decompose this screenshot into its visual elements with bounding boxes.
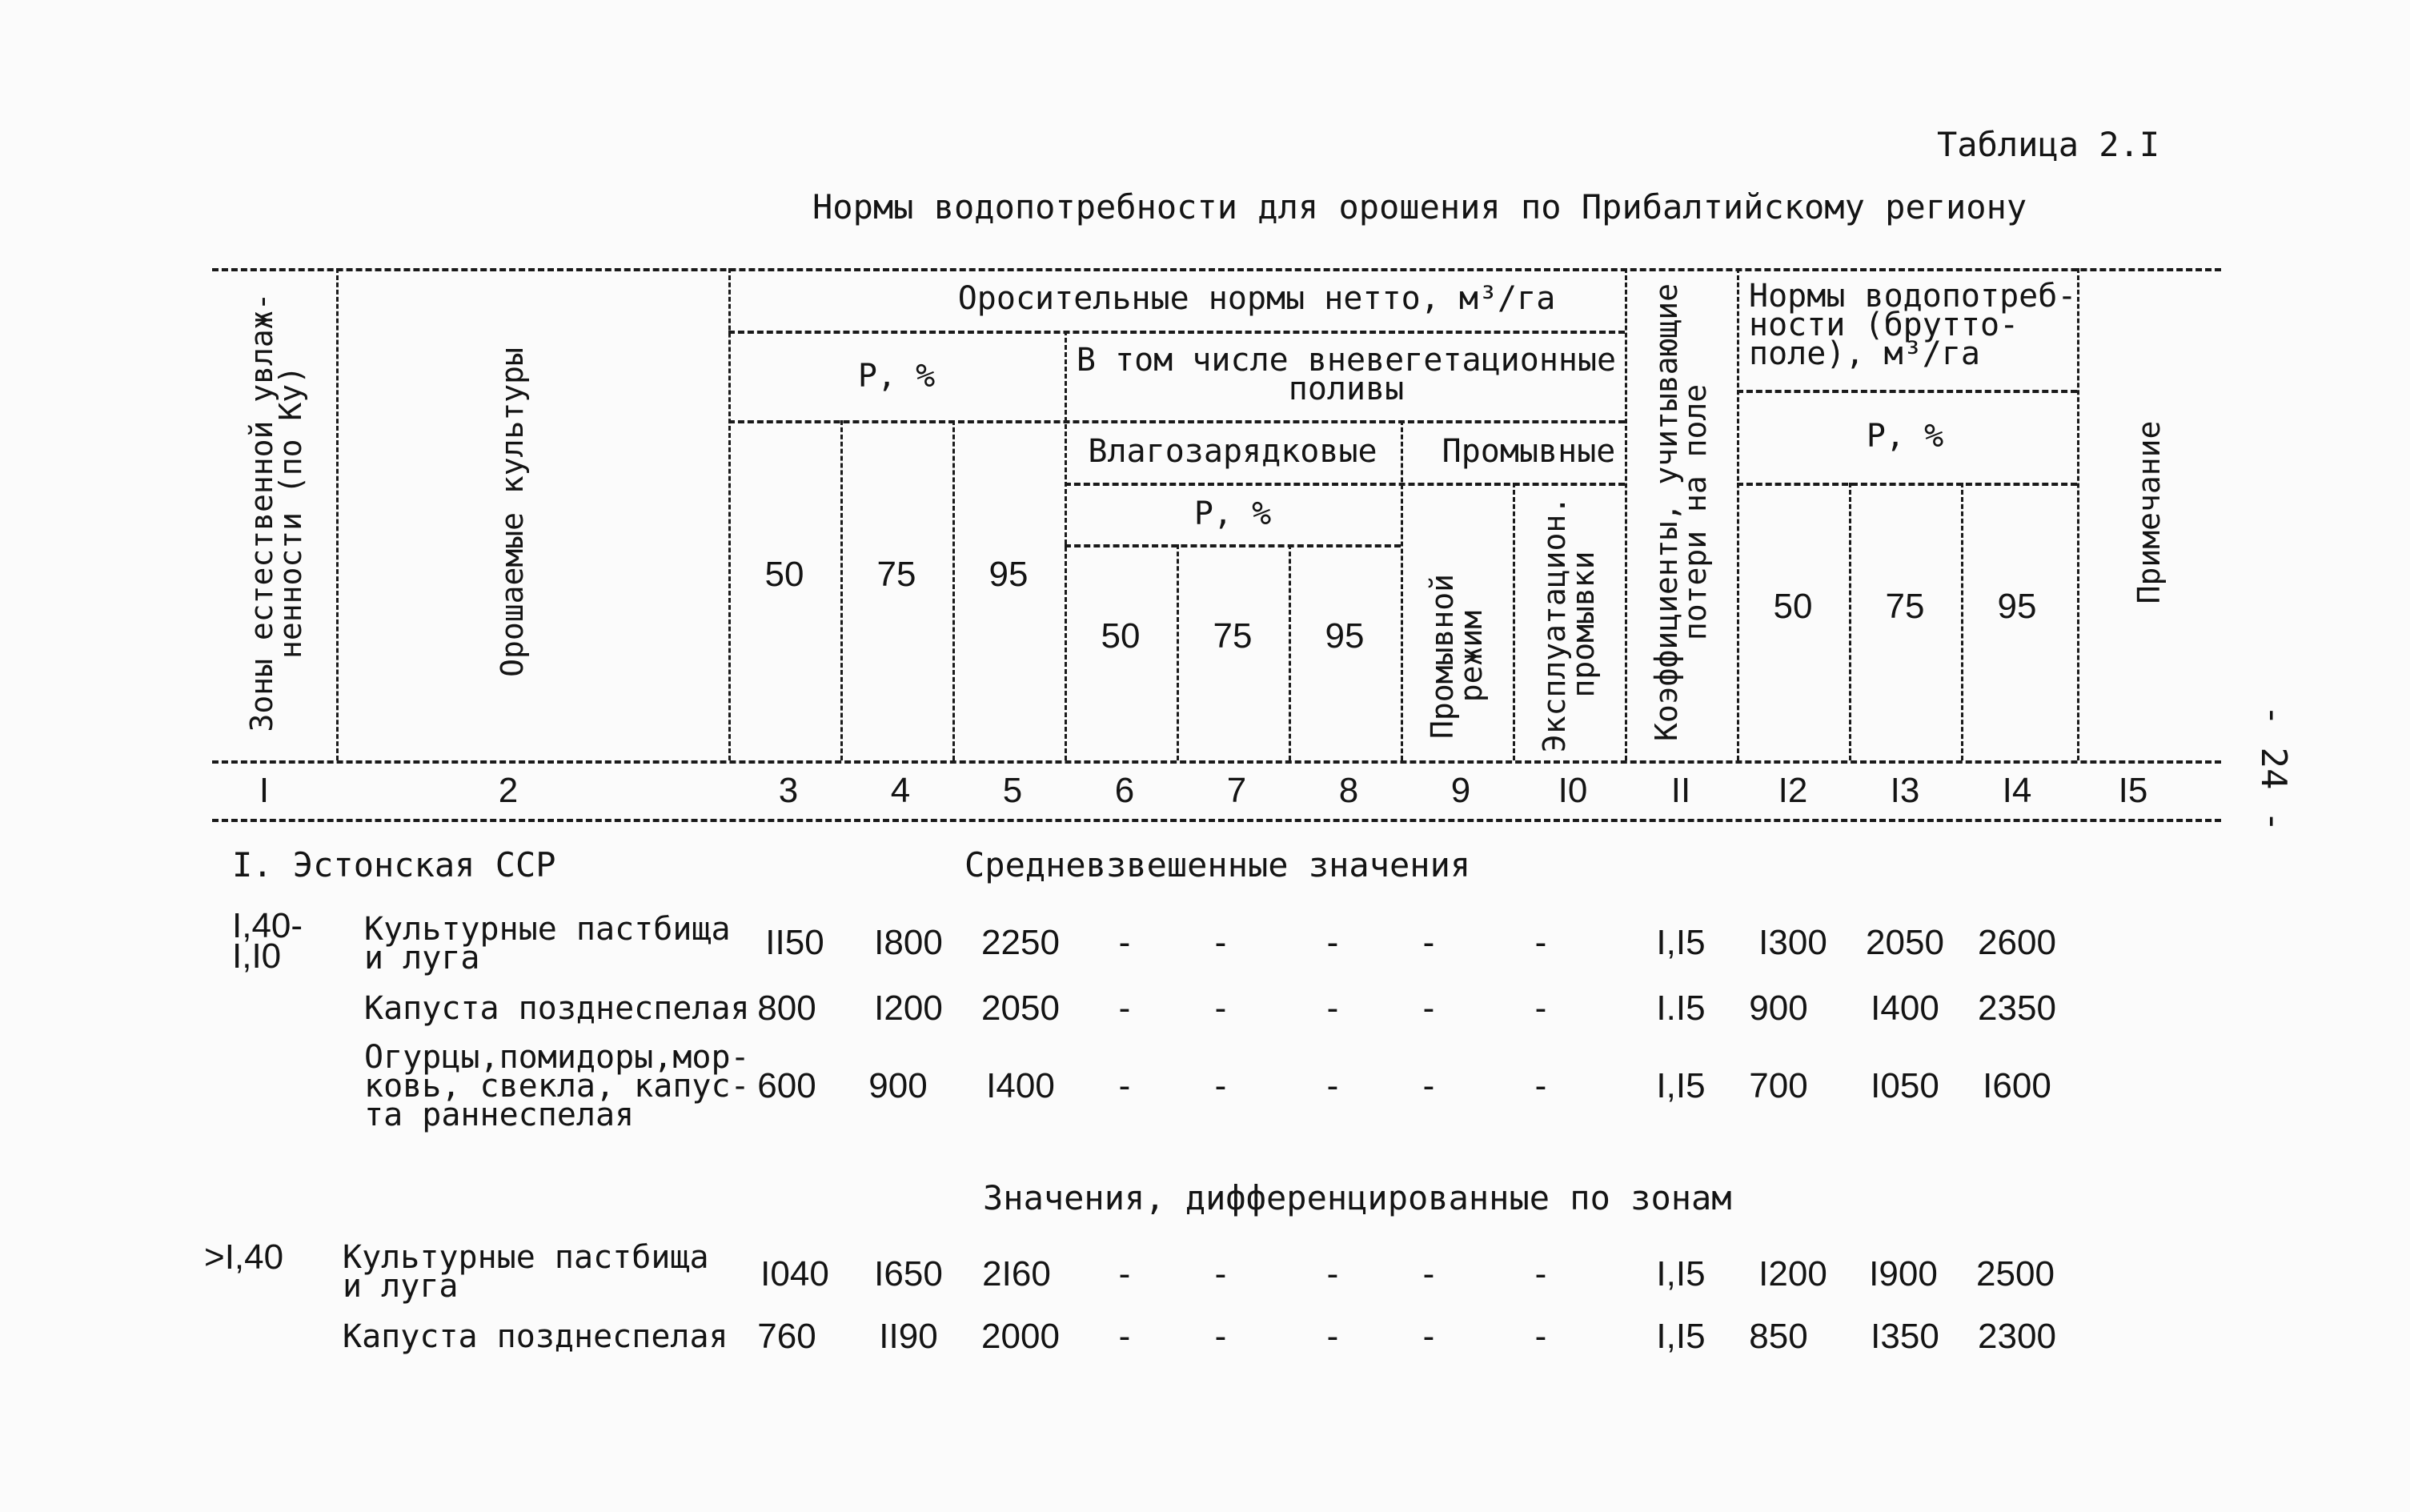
cell: - [1534,989,1547,1028]
cell: - [1214,989,1227,1028]
header-crops: Орошаемые культуры [495,347,530,677]
cell: I900 [1869,1254,1938,1293]
rule-v4 [952,420,955,760]
section-subtitle: Средневзвешенные значения [964,845,1471,884]
header-p-percent: Р, % [857,358,936,395]
column-number: I0 [1558,771,1588,810]
rule-moisture-p [1065,544,1401,547]
rule-v6 [1177,544,1179,760]
header-coefficients: Коэффициенты, учитывающие потери на поле [1649,283,1713,741]
cell: - [1422,989,1435,1028]
cell: - [1326,1254,1339,1293]
cell: - [1326,989,1339,1028]
cell: I,I5 [1656,1317,1706,1356]
cell: - [1118,1066,1131,1105]
cell: I050 [1871,1066,1939,1105]
zone-range: >I,40 [204,1237,284,1277]
rule-numbers-bottom [212,819,2221,822]
cell: I800 [874,923,943,962]
crop-name: Капуста позднеспелая [343,1318,728,1355]
cell: I,I5 [1656,1066,1706,1105]
column-number: I5 [2118,771,2148,810]
column-number: 2 [498,771,519,810]
cell: - [1326,1066,1339,1105]
cell: - [1118,923,1131,962]
header-moisture-p: Р, % [1193,495,1272,532]
cell: - [1118,1317,1131,1356]
header-flushing: Промывные [1442,433,1616,470]
cell: 600 [757,1066,816,1105]
column-number: 8 [1338,771,1359,810]
column-number: 5 [1002,771,1023,810]
cell: 2300 [1978,1317,2056,1356]
header-flush-regime: Промывной режим [1425,574,1489,739]
cell: - [1214,923,1227,962]
cell: - [1534,1254,1547,1293]
header-gross-p: Р, % [1866,418,1944,455]
rule-v3 [840,420,843,760]
header-g50: 50 [1773,587,1813,626]
cell: 2250 [981,923,1060,962]
cell: - [1118,989,1131,1028]
cell: 2500 [1976,1254,2055,1293]
column-number: I [259,771,270,810]
cell: I200 [1758,1254,1827,1293]
cell: 2050 [981,989,1060,1028]
header-p75: 75 [876,555,916,594]
cell: 760 [757,1317,816,1356]
cell: 2350 [1978,989,2056,1028]
rule-v5 [1065,331,1067,760]
page-number: - 24 - [2253,704,2294,832]
crop-name: Культурные пастбища и луга [364,911,731,977]
crop-name: Культурные пастбища и луга [343,1239,709,1305]
rule-v10 [1625,268,1627,760]
cell: - [1326,1317,1339,1356]
header-flush-operational: Эксплуатацион. промывки [1537,495,1601,753]
cell: - [1326,923,1339,962]
rule-v13 [1961,483,1963,760]
cell: II50 [765,923,824,962]
section-title: I. Эстонская ССР [232,845,556,884]
rule-p-row [728,420,1625,423]
cell: - [1422,1317,1435,1356]
cell: - [1214,1254,1227,1293]
crop-name: Капуста позднеспелая [364,990,750,1027]
cell: - [1534,923,1547,962]
column-number: I2 [1778,771,1808,810]
cell: I200 [874,989,943,1028]
rule-v14 [2077,268,2079,760]
rule-header-bottom [212,760,2221,764]
cell: I400 [986,1066,1055,1105]
cell: - [1534,1066,1547,1105]
cell: I650 [874,1254,943,1293]
cell: 2050 [1866,923,1944,962]
cell: II90 [879,1317,938,1356]
column-number: I3 [1890,771,1920,810]
cell: I600 [1983,1066,2051,1105]
header-g95: 95 [1997,587,2037,626]
header-moisture: Влагозарядковые [1088,433,1377,470]
header-zones: Зоны естественной увлаж- ненности (по Kу) [244,292,308,732]
section-subtitle: Значения, дифференцированные по зонам [983,1178,1732,1217]
column-number: 4 [890,771,911,810]
rule-v7 [1289,544,1291,760]
cell: - [1422,923,1435,962]
column-number: II [1670,771,1691,810]
rule-net-group [728,331,1625,334]
column-number: 7 [1226,771,1247,810]
header-incl-offseason: В том числе вневегетационные поливы [1076,342,1617,407]
rule-gross-p [1737,483,2077,486]
document-title: Нормы водопотребности для орошения по Прибалтийскому региону [812,187,2027,227]
cell: 900 [868,1066,928,1105]
cell: 900 [1749,989,1808,1028]
cell: - [1534,1317,1547,1356]
header-m95: 95 [1325,616,1365,656]
rule-v12 [1849,483,1851,760]
cell: I,I5 [1656,923,1706,962]
cell: I,I5 [1656,1254,1706,1293]
cell: I350 [1871,1317,1939,1356]
header-net-norms: Оросительные нормы нетто, м³/га [957,280,1556,317]
cell: - [1214,1317,1227,1356]
rule-gross-group [1737,390,2077,393]
cell: - [1422,1066,1435,1105]
rule-v9 [1513,483,1515,760]
rule-v1 [336,268,339,760]
cell: I300 [1758,923,1827,962]
cell: - [1422,1254,1435,1293]
crop-name: Огурцы,помидоры,мор- ковь, свекла, капус- та раннеспелая [364,1039,750,1133]
header-note: Примечание [2131,420,2167,604]
rule-moisture-group [1065,483,1625,486]
header-g75: 75 [1885,587,1925,626]
cell: 850 [1749,1317,1808,1356]
rule-v8 [1401,420,1403,760]
column-number: 6 [1114,771,1135,810]
column-number: 3 [778,771,799,810]
cell: 700 [1749,1066,1808,1105]
zone-range: I,40- I,I0 [232,906,303,976]
header-p50: 50 [764,555,804,594]
table-label: Таблица 2.I [1937,125,2160,164]
cell: 2I60 [982,1254,1051,1293]
rule-v11 [1737,268,1739,760]
column-number: 9 [1450,771,1471,810]
cell: I400 [1871,989,1939,1028]
cell: 800 [757,989,816,1028]
column-number: I4 [2002,771,2032,810]
cell: - [1118,1254,1131,1293]
cell: I.I5 [1656,989,1706,1028]
rule-v2 [728,268,731,760]
header-gross-norms: Нормы водопотреб- ности (брутто- поле), м³/га [1749,278,2077,372]
cell: I040 [760,1254,829,1293]
header-m75: 75 [1213,616,1253,656]
cell: 2000 [981,1317,1060,1356]
header-m50: 50 [1101,616,1141,656]
rule-top [212,268,2221,271]
cell: 2600 [1978,923,2056,962]
header-p95: 95 [988,555,1029,594]
cell: - [1214,1066,1227,1105]
